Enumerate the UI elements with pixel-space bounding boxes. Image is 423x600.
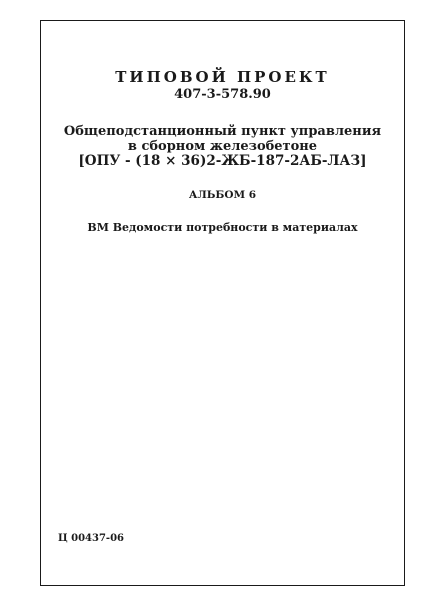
title-page-frame bbox=[40, 20, 405, 586]
project-code: 407-3-578.90 bbox=[174, 87, 271, 102]
project-name-line-2: в сборном железобетоне bbox=[127, 139, 318, 154]
document-title: ТИПОВОЙ ПРОЕКТ bbox=[115, 68, 330, 86]
volume-title: ВМ Ведомости потребности в материалах bbox=[87, 221, 358, 234]
project-name bbox=[41, 124, 404, 169]
document-cipher: Ц 00437-06 bbox=[58, 533, 125, 544]
project-name-line-1: Общеподстанционный пункт управления bbox=[63, 124, 382, 139]
project-name-line-3: [ОПУ - (18 × 36)2-ЖБ-187-2АБ-ЛАЗ] bbox=[78, 153, 367, 169]
album-number: АЛЬБОМ 6 bbox=[188, 189, 257, 201]
